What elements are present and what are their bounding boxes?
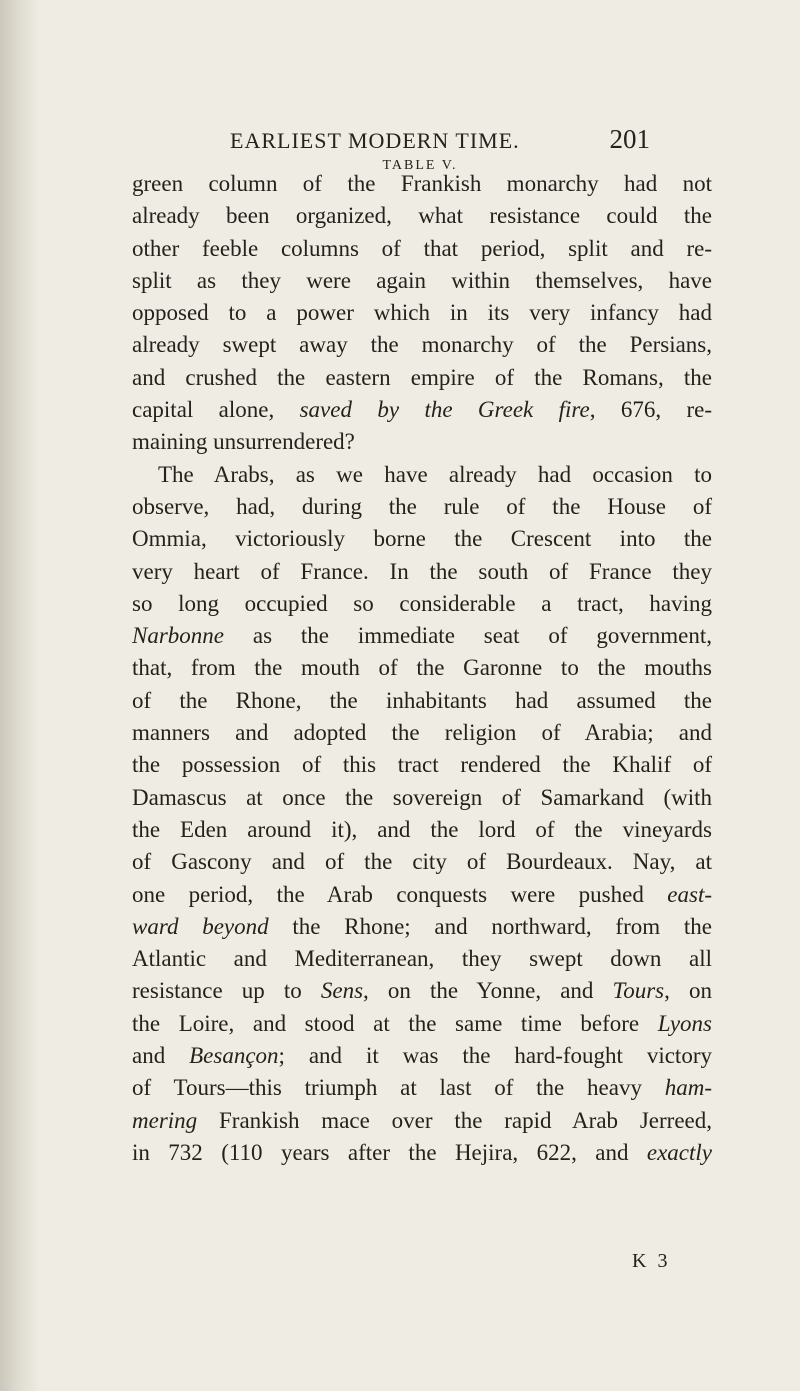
text-line xyxy=(132,717,712,749)
text-segment: , on xyxy=(664,978,712,1004)
text-segment: opposed to a power which in its very infancy had xyxy=(132,300,712,326)
text-segment: and crushed the eastern empire of the Romans, the xyxy=(132,364,712,390)
signature-mark: K 3 xyxy=(632,1250,671,1272)
text-line xyxy=(132,782,712,814)
text-segment: resistance up to xyxy=(132,978,321,1004)
italic-text: Lyons xyxy=(657,1010,712,1036)
page-title: EARLIEST MODERN TIME. xyxy=(230,128,520,153)
text-line xyxy=(132,911,712,943)
text-segment: observe, had, during the rule of the House of xyxy=(132,493,712,519)
text-line xyxy=(132,652,712,684)
italic-text: exactly xyxy=(646,1139,712,1165)
italic-text: ham- xyxy=(664,1075,712,1101)
italic-text: Besançon xyxy=(189,1043,279,1069)
text-line xyxy=(132,814,712,846)
text-segment: manners and adopted the religion of Arabia; and xyxy=(132,720,712,746)
italic-text: Sens xyxy=(320,978,364,1004)
text-line xyxy=(132,588,712,620)
text-line xyxy=(132,1072,712,1104)
book-spine-shadow xyxy=(0,0,40,1391)
text-segment: already been organized, what resistance could the xyxy=(132,203,712,229)
text-segment: split as they were again within themselves, have xyxy=(132,267,712,293)
text-segment: capital alone, xyxy=(132,397,300,423)
text-segment: of the Rhone, the inhabitants had assumed the xyxy=(132,687,712,713)
text-line xyxy=(132,975,712,1007)
text-line xyxy=(132,297,712,329)
text-line xyxy=(132,200,712,232)
text-line xyxy=(132,491,712,523)
text-line xyxy=(132,749,712,781)
body-text xyxy=(132,168,712,1169)
text-line xyxy=(132,265,712,297)
text-line xyxy=(132,394,712,426)
text-segment: green column of the Frankish monarchy had not xyxy=(132,171,712,196)
text-segment: in 732 (110 years after the Hejira, 622, and xyxy=(132,1139,647,1165)
text-segment: so long occupied so considerable a tract, having xyxy=(132,590,712,616)
italic-text: mering xyxy=(132,1107,198,1133)
text-segment: The Arabs, as we have already had occasion to xyxy=(158,461,712,487)
text-segment: that, from the mouth of the Garonne to the mouths xyxy=(132,655,712,681)
text-line xyxy=(132,1008,712,1040)
italic-text: east- xyxy=(667,881,712,907)
text-line xyxy=(132,943,712,975)
text-segment: maining unsurrendered? xyxy=(132,429,355,455)
text-segment: other feeble columns of that period, split and re- xyxy=(132,235,712,261)
running-head xyxy=(230,124,650,156)
table-reference: TABLE V. xyxy=(382,158,458,173)
text-segment: the Loire, and stood at the same time before xyxy=(132,1010,658,1036)
italic-text: Tours xyxy=(612,978,665,1004)
italic-text: Narbonne xyxy=(132,623,224,649)
text-line xyxy=(132,556,712,588)
text-line xyxy=(132,426,712,458)
text-segment: the Eden around it), and the lord of the vineyards xyxy=(132,816,712,842)
text-segment: Frankish mace over the rapid Arab Jerreed, xyxy=(197,1107,712,1133)
text-line xyxy=(132,1040,712,1072)
text-line xyxy=(132,1137,712,1169)
text-line xyxy=(132,1105,712,1137)
text-segment: and xyxy=(132,1043,190,1069)
text-segment: , 676, re- xyxy=(589,397,712,423)
text-segment: the Rhone; and northward, from the xyxy=(268,913,712,939)
text-segment: of Tours—this triumph at last of the heavy xyxy=(132,1075,665,1101)
text-segment: Damascus at once the sovereign of Samarkand (with xyxy=(132,784,712,810)
text-segment: the possession of this tract rendered the Khalif of xyxy=(132,752,712,778)
text-segment: Atlantic and Mediterranean, they swept down all xyxy=(132,946,712,972)
text-line xyxy=(132,620,712,652)
text-segment: as the immediate seat of government, xyxy=(224,623,712,649)
text-line xyxy=(132,362,712,394)
text-line xyxy=(132,233,712,265)
text-segment: , on the Yonne, and xyxy=(363,978,613,1004)
italic-text: saved by the Greek fire xyxy=(299,397,590,423)
text-line xyxy=(132,329,712,361)
text-segment: Ommia, victoriously borne the Crescent into the xyxy=(132,526,712,552)
text-segment: one period, the Arab conquests were pushed xyxy=(132,881,668,907)
text-segment: of Gascony and of the city of Bourdeaux. Nay, at xyxy=(132,849,712,875)
text-segment: already swept away the monarchy of the Persians, xyxy=(132,332,712,358)
text-line xyxy=(132,685,712,717)
text-segment: very heart of France. In the south of France they xyxy=(132,558,712,584)
book-page xyxy=(40,0,800,1391)
text-line xyxy=(132,846,712,878)
text-segment: ; and it was the hard-fought victory xyxy=(278,1043,712,1069)
text-line xyxy=(132,459,712,491)
text-line xyxy=(132,168,712,200)
text-line xyxy=(132,523,712,555)
italic-text: ward beyond xyxy=(132,913,269,939)
page-number: 201 xyxy=(609,124,650,154)
text-line xyxy=(132,879,712,911)
